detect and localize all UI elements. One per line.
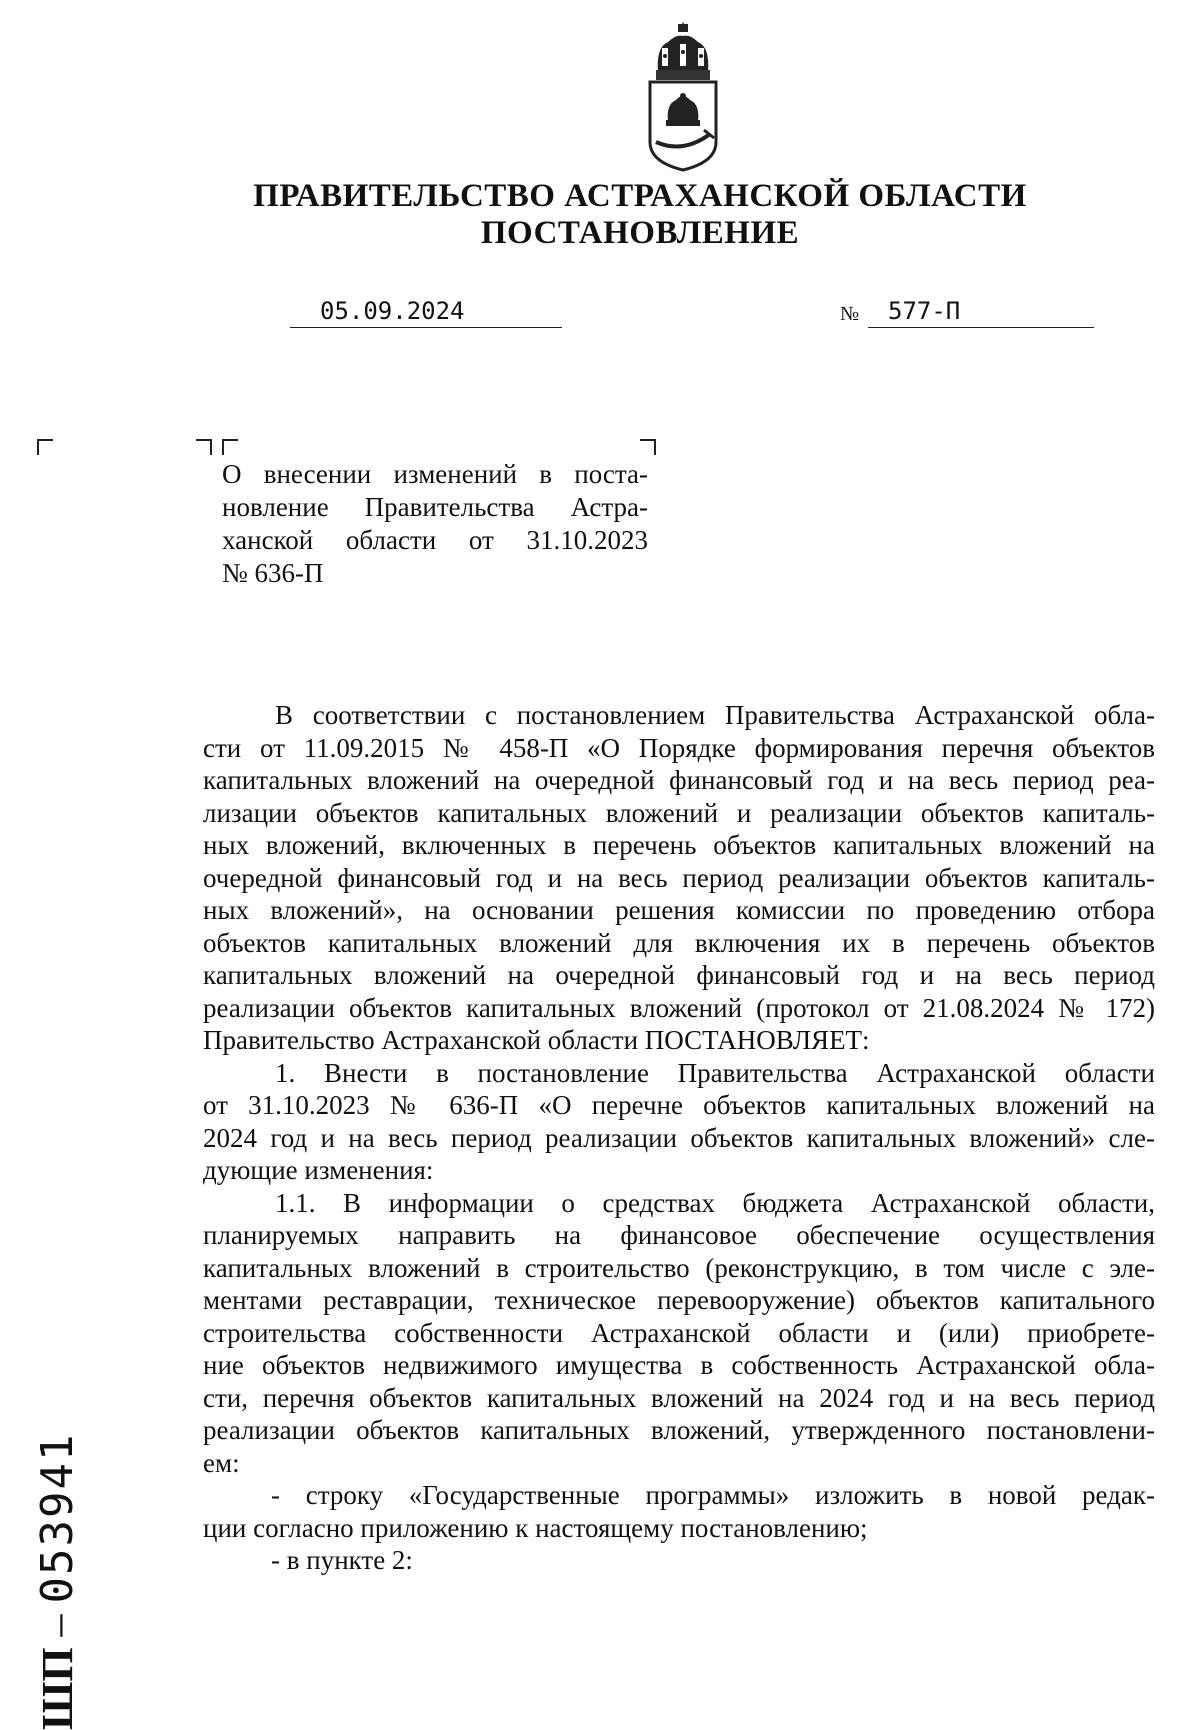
body-line: ние объектов недвижимого имущества в собственность Астраханской обла- [203,1350,1155,1380]
document-date: 05.09.2024 [320,297,465,325]
body-line: сти, перечня объектов капитальных вложений на 2024 год и на весь период [203,1382,1155,1413]
serial-number: 053941 [32,1432,83,1604]
document-issuer: ПРАВИТЕЛЬСТВО АСТРАХАНСКОЙ ОБЛАСТИ [253,178,1027,214]
document-date-field [290,297,562,328]
corner-mark [37,439,53,455]
body-line: - строку «Государственные программы» изложить в новой редак- [271,1480,1155,1510]
body-line: ции согласно приложению к настоящему постановлению; [203,1512,868,1543]
subject-line: новление Правительства Астра- [222,492,648,522]
coat-of-arms-icon [638,22,728,172]
body-line: ментами реставрации, техническое перевооружение) объектов капитального [203,1285,1155,1315]
body-line: лизации объектов капитальных вложений и реализации объектов капиталь- [203,797,1155,828]
body-line: объектов капитальных вложений для включения их в перечень объектов [203,927,1155,958]
body-line: очередной финансовый год и на весь период реализации объектов капиталь- [203,862,1155,893]
serial-series: ШП [33,1647,82,1730]
body-line: 2024 год и на весь период реализации объектов капитальных вложений» сле- [203,1122,1155,1153]
serial-dash: – [33,1603,82,1648]
body-line: капитальных вложений на очередной финансовый год и на весь период реа- [203,765,1155,795]
body-line: - в пункте 2: [271,1545,413,1575]
document-number: 577-П [888,297,961,325]
subject-line: № 636-П [222,558,324,588]
body-line: капитальных вложений в строительство (реконструкцию, в том числе с эле- [203,1252,1155,1283]
body-line: планируемых направить на финансовое обеспечение осуществления [203,1220,1155,1250]
body-line: 1.1. В информации о средствах бюджета Астраханской области, [275,1187,1155,1218]
document-number-field [868,297,1094,328]
body-line: сти от 11.09.2015 № 458-П «О Порядке формирования перечня объектов [203,732,1155,763]
subject-line: О внесении изменений в поста- [222,459,648,489]
body-line: ем: [203,1447,240,1478]
body-line: дующие изменения: [203,1155,434,1185]
body-line: реализации объектов капитальных вложений, утвержденного постановлени- [203,1415,1155,1445]
body-line: Правительство Астраханской области ПОСТАНОВЛЯЕТ: [203,1025,870,1055]
corner-mark [196,439,212,455]
subject-line: ханской области от 31.10.2023 [222,525,648,555]
body-line: ных вложений, включенных в перечень объектов капитальных вложений на [203,830,1155,860]
body-line: В соответствии с постановлением Правительства Астраханской обла- [275,700,1155,730]
body-line: строительства собственности Астраханской области и (или) приобрете- [203,1317,1155,1348]
body-line: ных вложений», на основании решения комиссии по проведению отбора [203,895,1155,925]
body-line: реализации объектов капитальных вложений (протокол от 21.08.2024 № 172) [203,992,1155,1023]
corner-mark [640,439,656,455]
document-subject [222,458,648,590]
body-line: от 31.10.2023 № 636-П «О перечне объектов капитальных вложений на [203,1090,1155,1120]
body-line: капитальных вложений на очередной финансовый год и на весь период [203,960,1155,990]
document-body [203,699,1155,1577]
body-line: 1. Внести в постановление Правительства Астраханской области [275,1057,1155,1088]
corner-mark [222,439,238,455]
number-sign: № [840,303,860,325]
form-serial-stamp [28,1380,88,1730]
document-type: ПОСТАНОВЛЕНИЕ [480,215,800,251]
